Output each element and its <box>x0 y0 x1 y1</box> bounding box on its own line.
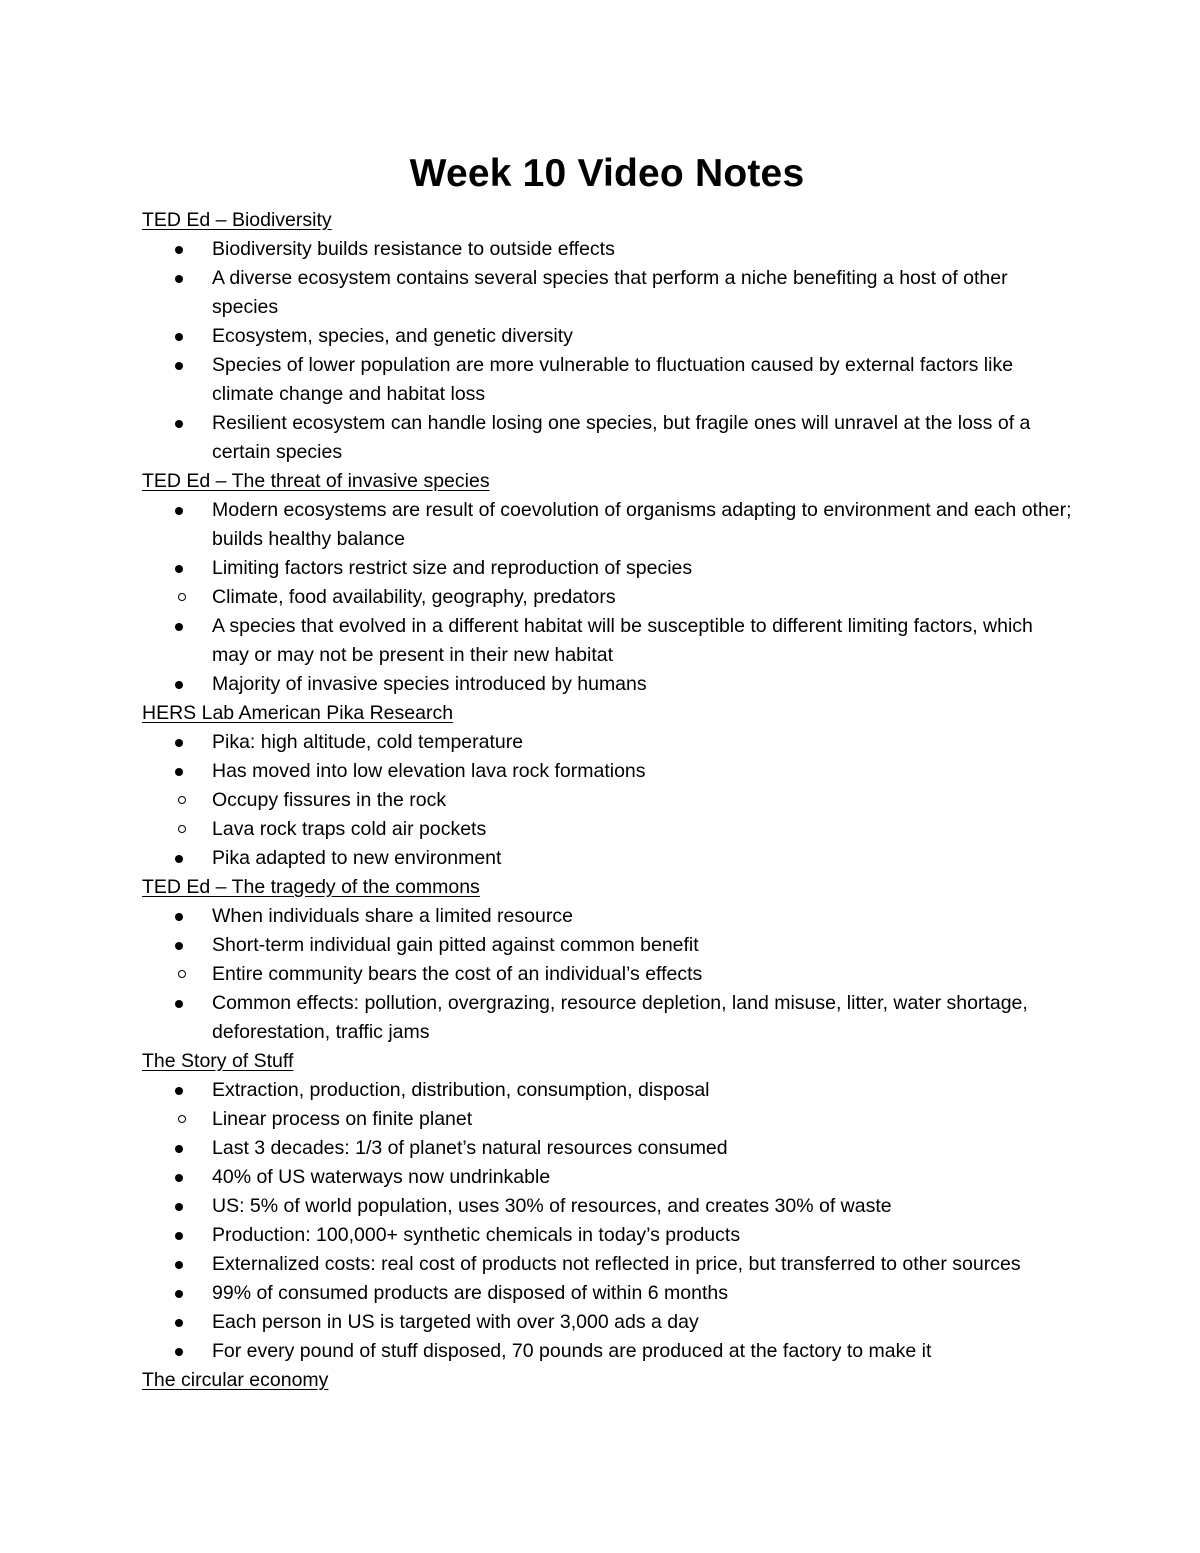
bullet-item <box>142 757 1072 786</box>
bullet-item <box>142 351 1072 409</box>
bullet-text: Modern ecosystems are result of coevolution of organisms adapting to environment and each other; builds healthy balance <box>212 499 1072 550</box>
section-heading: The Story of Stuff <box>142 1050 294 1072</box>
sub-bullet-text: Entire community bears the cost of an individual’s effects <box>212 963 703 985</box>
sub-bullet-item <box>142 786 1072 815</box>
bullet-text: Last 3 decades: 1/3 of planet’s natural resources consumed <box>212 1137 728 1159</box>
bullet-item <box>142 670 1072 699</box>
sub-bullet-item <box>142 583 1072 612</box>
bullet-dot-icon <box>175 1174 183 1182</box>
bullet-text: Ecosystem, species, and genetic diversity <box>212 325 573 347</box>
bullet-item <box>142 728 1072 757</box>
bullet-text: Extraction, production, distribution, consumption, disposal <box>212 1079 710 1101</box>
bullet-text: Pika adapted to new environment <box>212 847 502 869</box>
bullet-item <box>142 989 1072 1047</box>
bullet-list <box>142 1076 1072 1366</box>
hollow-circle-bullet-icon <box>178 970 186 978</box>
bullet-dot-icon <box>175 623 183 631</box>
sub-bullet-item <box>142 1105 1072 1134</box>
bullet-dot-icon <box>175 942 183 950</box>
bullet-text: For every pound of stuff disposed, 70 pounds are produced at the factory to make it <box>212 1340 932 1362</box>
bullet-dot-icon <box>175 681 183 689</box>
hollow-circle-bullet-icon <box>178 796 186 804</box>
bullet-item <box>142 1134 1072 1163</box>
bullet-dot-icon <box>175 855 183 863</box>
bullet-item <box>142 1308 1072 1337</box>
sub-bullet-list <box>142 1105 1072 1134</box>
bullet-item <box>142 235 1072 264</box>
bullet-item <box>142 931 1072 960</box>
bullet-item <box>142 1250 1072 1279</box>
bullet-item <box>142 902 1072 931</box>
sub-bullet-text: Occupy fissures in the rock <box>212 789 447 811</box>
bullet-text: Pika: high altitude, cold temperature <box>212 731 524 753</box>
bullet-item <box>142 409 1072 467</box>
bullet-item <box>142 1221 1072 1250</box>
sub-bullet-list <box>142 960 1072 989</box>
bullet-list <box>142 902 1072 1047</box>
bullet-item <box>142 322 1072 351</box>
bullet-text: 40% of US waterways now undrinkable <box>212 1166 551 1188</box>
bullet-item <box>142 1337 1072 1366</box>
bullet-text: Resilient ecosystem can handle losing one species, but fragile ones will unravel at the loss of a certain species <box>212 412 1031 463</box>
bullet-item <box>142 1192 1072 1221</box>
notes-body <box>142 206 1072 1395</box>
bullet-item <box>142 496 1072 554</box>
notes-section <box>142 1047 1072 1366</box>
bullet-item <box>142 1076 1072 1105</box>
bullet-text: Short-term individual gain pitted against common benefit <box>212 934 699 956</box>
bullet-text: Production: 100,000+ synthetic chemicals in today’s products <box>212 1224 741 1246</box>
section-heading: The circular economy <box>142 1369 329 1391</box>
bullet-text: 99% of consumed products are disposed of within 6 months <box>212 1282 728 1304</box>
sub-bullet-item <box>142 815 1072 844</box>
bullet-dot-icon <box>175 275 183 283</box>
bullet-item <box>142 264 1072 322</box>
sub-bullet-text: Lava rock traps cold air pockets <box>212 818 487 840</box>
hollow-circle-bullet-icon <box>178 825 186 833</box>
bullet-item <box>142 554 1072 583</box>
section-heading: TED Ed – The threat of invasive species <box>142 470 490 492</box>
bullet-dot-icon <box>175 768 183 776</box>
sub-bullet-list <box>142 583 1072 612</box>
bullet-dot-icon <box>175 1319 183 1327</box>
page-title: Week 10 Video Notes <box>409 152 805 195</box>
sub-bullet-text: Climate, food availability, geography, predators <box>212 586 616 608</box>
bullet-dot-icon <box>175 1232 183 1240</box>
sub-bullet-list <box>142 786 1072 844</box>
bullet-text: Species of lower population are more vulnerable to fluctuation caused by external factors like climate change and habitat loss <box>212 354 1014 405</box>
bullet-dot-icon <box>175 913 183 921</box>
bullet-dot-icon <box>175 1000 183 1008</box>
bullet-dot-icon <box>175 333 183 341</box>
notes-section <box>142 206 1072 467</box>
bullet-dot-icon <box>175 420 183 428</box>
sub-bullet-item <box>142 960 1072 989</box>
bullet-item <box>142 1163 1072 1192</box>
bullet-text: Common effects: pollution, overgrazing, resource depletion, land misuse, litter, water shortage, deforestation, traffic jams <box>212 992 1028 1043</box>
notes-section <box>142 467 1072 699</box>
bullet-text: Limiting factors restrict size and reproduction of species <box>212 557 693 579</box>
bullet-text: Each person in US is targeted with over 3,000 ads a day <box>212 1311 699 1333</box>
bullet-dot-icon <box>175 1203 183 1211</box>
bullet-text: A diverse ecosystem contains several species that perform a niche benefiting a host of other species <box>212 267 1008 318</box>
bullet-text: US: 5% of world population, uses 30% of resources, and creates 30% of waste <box>212 1195 892 1217</box>
hollow-circle-bullet-icon <box>178 1115 186 1123</box>
bullet-list <box>142 235 1072 467</box>
notes-section <box>142 1366 1072 1395</box>
notes-section <box>142 873 1072 1047</box>
bullet-list <box>142 496 1072 699</box>
bullet-dot-icon <box>175 507 183 515</box>
section-heading: TED Ed – The tragedy of the commons <box>142 876 480 898</box>
bullet-list <box>142 728 1072 873</box>
bullet-text: A species that evolved in a different habitat will be susceptible to different limiting factors, which may or may not be present in their new habitat <box>212 615 1033 666</box>
bullet-dot-icon <box>175 1087 183 1095</box>
bullet-text: Has moved into low elevation lava rock formations <box>212 760 646 782</box>
bullet-text: Externalized costs: real cost of products not reflected in price, but transferred to other sources <box>212 1253 1021 1275</box>
bullet-item <box>142 844 1072 873</box>
hollow-circle-bullet-icon <box>178 593 186 601</box>
section-heading: TED Ed – Biodiversity <box>142 209 332 231</box>
bullet-text: Majority of invasive species introduced by humans <box>212 673 647 695</box>
sub-bullet-text: Linear process on finite planet <box>212 1108 473 1130</box>
bullet-dot-icon <box>175 362 183 370</box>
bullet-dot-icon <box>175 1145 183 1153</box>
bullet-dot-icon <box>175 1261 183 1269</box>
bullet-text: When individuals share a limited resource <box>212 905 573 927</box>
section-heading: HERS Lab American Pika Research <box>142 702 454 724</box>
bullet-dot-icon <box>175 1348 183 1356</box>
bullet-dot-icon <box>175 565 183 573</box>
notes-section <box>142 699 1072 873</box>
bullet-dot-icon <box>175 739 183 747</box>
document-page <box>142 148 1072 1395</box>
bullet-dot-icon <box>175 1290 183 1298</box>
bullet-dot-icon <box>175 246 183 254</box>
bullet-item <box>142 1279 1072 1308</box>
bullet-item <box>142 612 1072 670</box>
bullet-text: Biodiversity builds resistance to outside effects <box>212 238 615 260</box>
